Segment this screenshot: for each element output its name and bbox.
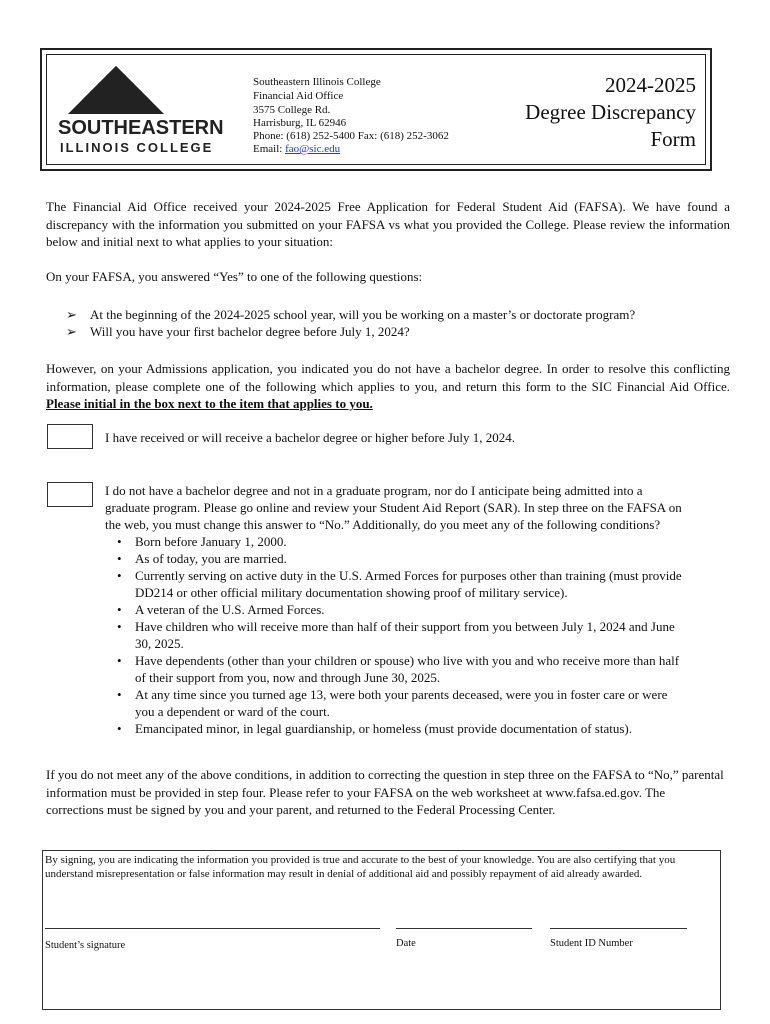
not-meet-paragraph: If you do not meet any of the above conditions, in addition to correcting the question in step three on the FAFSA to “No,” parental information must be provided in step four. Please refer to your FAFSA on the web worksheet at www.fafsa.ed.gov. The corrections must be signed by you and your parent, and returned to the Federal Processing Center. bbox=[46, 767, 724, 817]
however-text: However, on your Admissions application, you indicated you do not have a bachelor degree. In order to resolve this conflicting information, please complete one of the following which applies to you, and return this form to the SIC Financial Aid Office. bbox=[46, 361, 730, 394]
condition-item: • Emancipated minor, in legal guardianship, or homeless (must provide documentation of status). bbox=[105, 720, 685, 737]
email-line bbox=[253, 143, 340, 157]
however-paragraph bbox=[46, 360, 730, 413]
date-label: Date bbox=[396, 938, 416, 949]
question-item: Will you have your first bachelor degree before July 1, 2024? bbox=[90, 324, 410, 339]
initial-instruction: Please initial in the box next to the item that applies to you. bbox=[46, 396, 373, 411]
intro-paragraph: The Financial Aid Office received your 2024-2025 Free Application for Federal Student Aid (FAFSA). We have found a discrepancy with the information you submitted on your FAFSA vs what you provided the College. Please review the information below and initial next to what applies to your situation: bbox=[46, 199, 730, 249]
email-link[interactable]: fao@sic.edu bbox=[285, 143, 341, 155]
address-line: Phone: (618) 252-5400 Fax: (618) 252-3062 bbox=[253, 130, 449, 142]
condition-item: • A veteran of the U.S. Armed Forces. bbox=[105, 601, 685, 618]
option-2-text: I do not have a bachelor degree and not in a graduate program, nor do I anticipate being admitted into a graduate program. Please go online and review your Student Aid Report (SAR). In step three on the FAFSA on the web, you must change this answer to “No.” Additionally, do you meet any of the following conditions? bbox=[105, 483, 682, 532]
condition-item: • Currently serving on active duty in the U.S. Armed Forces for purposes other than training (must provide DD214 or other official military documentation showing proof of military service). bbox=[105, 567, 685, 601]
option-1-text: I have received or will receive a bachelor degree or higher before July 1, 2024. bbox=[105, 430, 516, 445]
student-id-label: Student ID Number bbox=[550, 938, 633, 949]
condition-item: • Have dependents (other than your children or spouse) who live with you and who receive more than half of their support from you, now and through June 30, 2025. bbox=[105, 652, 685, 686]
condition-item: • Have children who will receive more than half of their support from you between July 1, 2024 and June 30, 2025. bbox=[105, 618, 685, 652]
student-signature-label: Student’s signature bbox=[45, 940, 126, 951]
initial-box-option-2[interactable] bbox=[47, 482, 93, 507]
email-label: Email: bbox=[253, 143, 286, 155]
arrow-bullet-icon: ➢ bbox=[66, 324, 77, 339]
form-title-form: Form bbox=[650, 127, 696, 151]
student-id-line[interactable] bbox=[550, 928, 687, 929]
address-line: Financial Aid Office bbox=[253, 90, 344, 102]
condition-item: • At any time since you turned age 13, were both your parents deceased, were you in foster care or were you a dependent or ward of the court. bbox=[105, 686, 685, 720]
arrow-bullet-icon: ➢ bbox=[66, 307, 77, 322]
signing-statement: By signing, you are indicating the information you provided is true and accurate to the best of your knowledge. You are also certifying that you understand misrepresentation or false information may result in denial of additional aid and possibly repayment of aid already awarded. bbox=[45, 854, 676, 880]
address-line: Harrisburg, IL 62946 bbox=[253, 117, 347, 129]
fafsa-answer-text: On your FAFSA, you answered “Yes” to one of the following questions: bbox=[46, 269, 423, 284]
initial-box-option-1[interactable] bbox=[47, 424, 93, 449]
conditions-list bbox=[105, 533, 685, 737]
form-title-name: Degree Discrepancy bbox=[525, 100, 696, 124]
college-logo bbox=[54, 64, 234, 156]
form-title-year: 2024-2025 bbox=[605, 73, 696, 97]
option-2-block bbox=[105, 482, 685, 737]
condition-item: • Born before January 1, 2000. bbox=[105, 533, 685, 550]
form-title bbox=[525, 72, 696, 153]
condition-item: • As of today, you are married. bbox=[105, 550, 685, 567]
address-line: Southeastern Illinois College bbox=[253, 76, 381, 88]
date-line[interactable] bbox=[396, 928, 532, 929]
logo-name-top: SOUTHEASTERN bbox=[58, 117, 224, 139]
student-signature-line[interactable] bbox=[45, 928, 380, 929]
question-item: At the beginning of the 2024-2025 school year, will you be working on a master’s or doctorate program? bbox=[90, 307, 636, 322]
address-line: 3575 College Rd. bbox=[253, 104, 331, 116]
logo-name-bottom: ILLINOIS COLLEGE bbox=[60, 140, 214, 155]
